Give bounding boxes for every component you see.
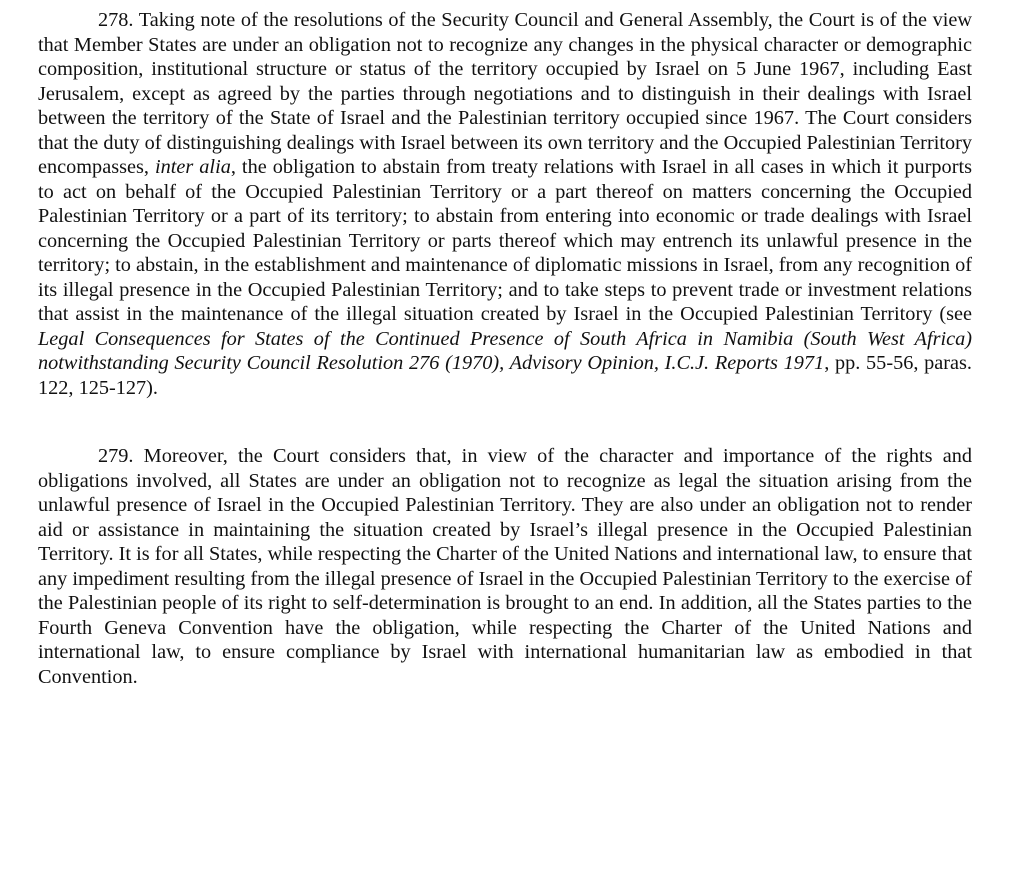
- italic-phrase-inter-alia: inter alia: [154, 156, 231, 178]
- paragraph-number: 278.: [98, 9, 134, 31]
- document-body: [38, 8, 972, 689]
- paragraph-text: , the obligation to abstain from treaty relations with Israel in all cases in which it purports to act on behalf of the Occupied Palestinian Territory or a part thereof on matters concerning the Occupied Palestinian Territory or a part of its territory; to abstain from entering into economic or trade dealings with Israel concerning the Occupied Palestinian Territory or parts thereof which may entrench its unlawful presence in the territory; to abstain, in the establishment and maintenance of diplomatic missions in Israel, from any recognition of its illegal presence in the Occupied Palestinian Territory; and to take steps to prevent trade or investment relations that assist in the maintenance of the illegal situation created by Israel in the Occupied Palestinian Territory (see: [38, 156, 972, 325]
- paragraph-text: , pp. 55-56, paras. 122, 125-127).: [38, 352, 972, 399]
- case-citation: Legal Consequences for States of the Continued Presence of South Africa in Namibia (South West Africa) notwithstanding Security Council Resolution 276 (1970), Advisory Opinion, I.C.J. Reports 1971: [38, 327, 972, 374]
- paragraph-text: Taking note of the resolutions of the Security Council and General Assembly, the Court is of the view that Member States are under an obligation not to recognize any changes in the physical character or demographic composition, institutional structure or status of the territory occupied by Israel on 5 June 1967, including East Jerusalem, except as agreed by the parties through negotiations and to distinguish in their dealings with Israel between the territory of the State of Israel and the Palestinian territory occupied since 1967. The Court considers that the duty of distinguishing dealings with Israel between its own territory and the Occupied Palestinian Territory encompasses,: [38, 9, 972, 178]
- paragraph-278: [38, 8, 972, 400]
- paragraph-number: 279.: [98, 445, 134, 467]
- paragraph-279: [38, 444, 972, 689]
- paragraph-text: Moreover, the Court considers that, in view of the character and importance of the rights and obligations involved, all States are under an obligation not to recognize as legal the situation arising from the unlawful presence of Israel in the Occupied Palestinian Territory. They are also under an obligation not to render aid or assistance in maintaining the situation created by Israel’s illegal presence in the Occupied Palestinian Territory. It is for all States, while respecting the Charter of the United Nations and international law, to ensure that any impediment resulting from the illegal presence of Israel in the Occupied Palestinian Territory to the exercise of the Palestinian people of its right to self-determination is brought to an end. In addition, all the States parties to the Fourth Geneva Convention have the obligation, while respecting the Charter of the United Nations and international law, to ensure compliance by Israel with international humanitarian law as embodied in that Convention.: [38, 445, 972, 688]
